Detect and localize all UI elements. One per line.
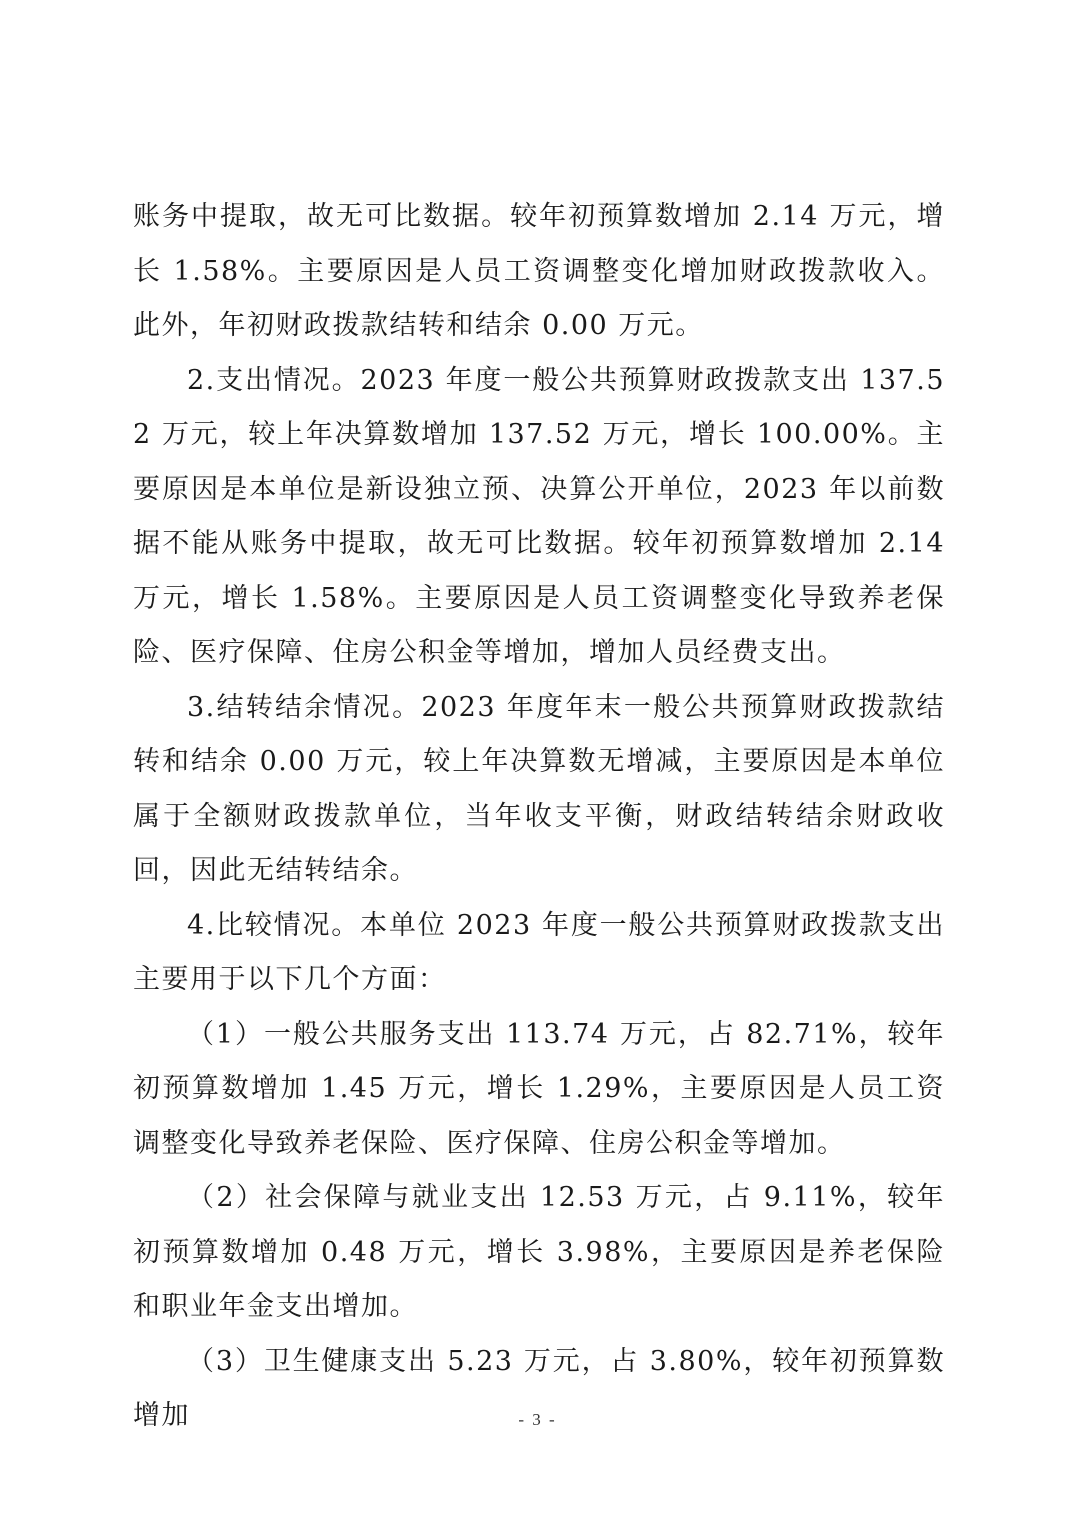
paragraph-comparison: 4.比较情况。本单位 2023 年度一般公共预算财政拨款支出主要用于以下几个方面： bbox=[133, 909, 945, 995]
paragraph-carryover: 3.结转结余情况。2023 年度年末一般公共预算财政拨款结转和结余 0.00 万元，较上年决算数无增减，主要原因是本单位属于全额财政拨款单位，当年收支平衡，财政结转结余财政收回，因此无结转结余。 bbox=[133, 691, 945, 886]
page-number: - 3 - bbox=[518, 1410, 557, 1429]
body-text bbox=[133, 190, 945, 1444]
paragraph-expenditure: 2.支出情况。2023 年度一般公共预算财政拨款支出 137.52 万元，较上年决算数增加 137.52 万元，增长 100.00%。主要原因是本单位是新设独立预、决算公开单位，2023 年以前数据不能从账务中提取，故无可比数据。较年初预算数增加 2.14 万元，增长 1.58%。主要原因是人员工资调整变化导致养老保险、医疗保障、住房公积金等增加，增加人员经费支出。 bbox=[133, 364, 945, 668]
paragraph-item-1: （1）一般公共服务支出 113.74 万元，占 82.71%，较年初预算数增加 1.45 万元，增长 1.29%，主要原因是人员工资调整变化导致养老保险、医疗保障、住房公积金等增加。 bbox=[133, 1018, 945, 1159]
paragraph-item-3: （3）卫生健康支出 5.23 万元，占 3.80%，较年初预算数增加 bbox=[133, 1345, 945, 1431]
paragraph-item-2: （2）社会保障与就业支出 12.53 万元，占 9.11%，较年初预算数增加 0.48 万元，增长 3.98%，主要原因是养老保险和职业年金支出增加。 bbox=[133, 1182, 945, 1322]
paragraph-continuation: 账务中提取，故无可比数据。较年初预算数增加 2.14 万元，增长 1.58%。主要原因是人员工资调整变化增加财政拨款收入。此外，年初财政拨款结转和结余 0.00 万元。 bbox=[133, 201, 945, 341]
